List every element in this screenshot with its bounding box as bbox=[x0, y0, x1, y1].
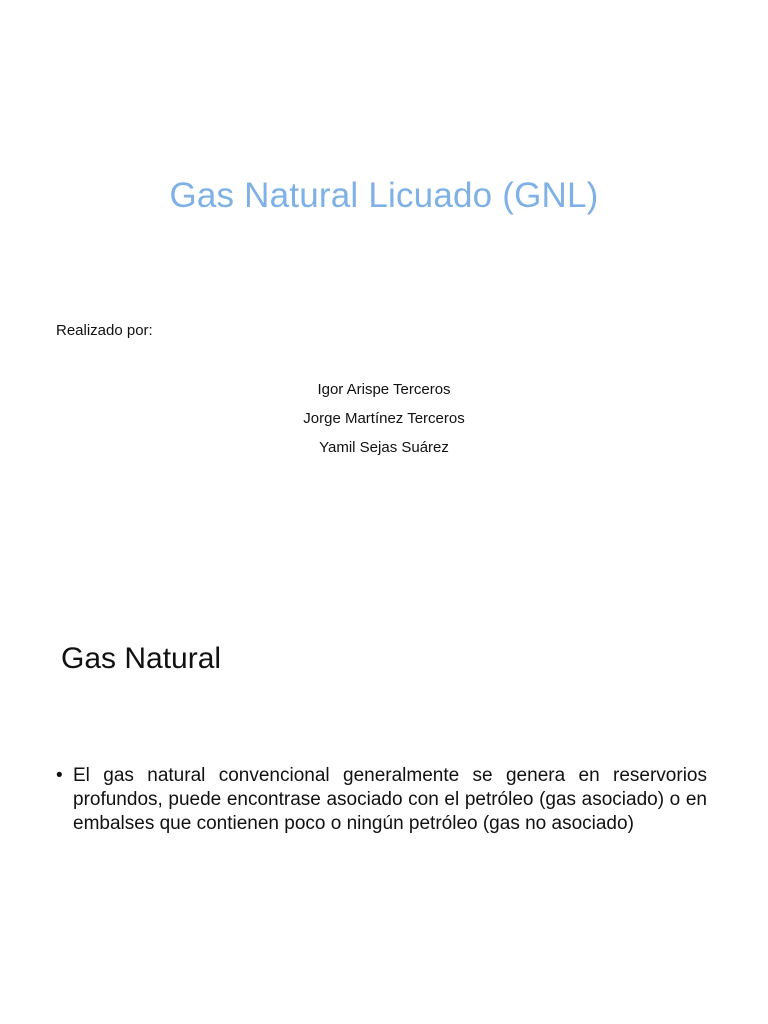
bullet-text: El gas natural convencional generalmente se genera en reservorios profundos, puede encontrase asociado con el petróleo (gas asociado) o en embalses que contienen poco o ningún petróleo (gas no asociado) bbox=[73, 765, 707, 834]
presentation-title: Gas Natural Licuado (GNL) bbox=[169, 176, 599, 215]
slide-heading: Gas Natural bbox=[61, 642, 222, 675]
author-name: Yamil Sejas Suárez bbox=[319, 439, 449, 456]
bullet-item bbox=[56, 764, 707, 836]
bullet-icon: • bbox=[56, 765, 63, 786]
slide-gas-natural bbox=[0, 576, 768, 1024]
bullet-list bbox=[56, 764, 707, 836]
author-list bbox=[0, 378, 768, 465]
author-name: Jorge Martínez Terceros bbox=[303, 410, 465, 427]
byline-label: Realizado por: bbox=[56, 322, 153, 339]
author-name: Igor Arispe Terceros bbox=[317, 381, 451, 398]
